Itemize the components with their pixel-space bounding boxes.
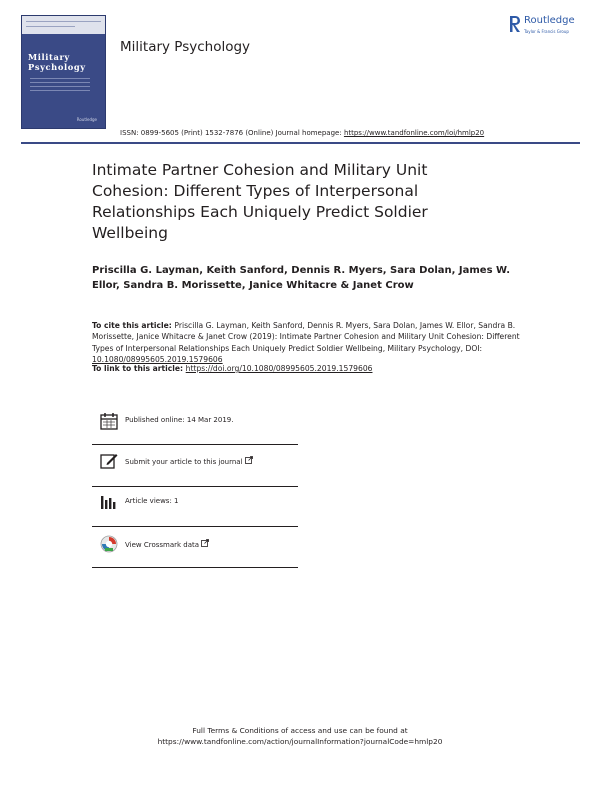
issn-text: ISSN: 0899-5605 (Print) 1532-7876 (Online) Journal homepage:	[120, 129, 344, 137]
info-divider	[92, 526, 298, 527]
citation-block	[92, 320, 522, 365]
link-label: To link to this article:	[92, 364, 186, 373]
submit-link[interactable]	[125, 456, 253, 466]
publisher-logo[interactable]	[509, 15, 589, 39]
issn-line	[120, 129, 484, 137]
journal-name[interactable]: Military Psychology	[120, 39, 251, 55]
logo-subtitle: Taylor & Francis Group	[524, 29, 569, 34]
submit-text: Submit your article to this journal	[125, 458, 243, 466]
cite-label: To cite this article:	[92, 321, 175, 330]
header-rule	[21, 142, 580, 144]
views-text: Article views: 1	[125, 497, 179, 505]
footer-line1: Full Terms & Conditions of access and use can be found at	[192, 726, 408, 735]
submit-row[interactable]	[92, 452, 298, 482]
views-row	[92, 493, 298, 523]
logo-name: Routledge	[524, 15, 575, 26]
published-text: Published online: 14 Mar 2019.	[125, 416, 234, 424]
cover-publisher: Routledge	[76, 117, 97, 122]
article-authors: Priscilla G. Layman, Keith Sanford, Dennis R. Myers, Sara Dolan, James W. Ellor, Sandra B. Morissette, Janice Whitacre & Janet Crow	[92, 265, 511, 291]
cite-doi-link[interactable]: 10.1080/08995605.2019.1579606	[92, 354, 223, 364]
crossmark-icon	[100, 535, 118, 553]
edit-icon	[100, 452, 118, 470]
info-divider	[92, 444, 298, 445]
routledge-r-icon	[509, 15, 521, 33]
footer-link[interactable]: https://www.tandfonline.com/action/journalInformation?journalCode=hmlp20	[157, 737, 443, 746]
external-link-icon	[201, 539, 209, 547]
footer	[0, 725, 600, 747]
article-title: Intimate Partner Cohesion and Military Unit Cohesion: Different Types of Interpersonal Relationships Each Uniquely Predict Soldier Wellbeing	[92, 161, 428, 242]
info-divider	[92, 486, 298, 487]
crossmark-link[interactable]	[125, 539, 209, 549]
info-divider	[92, 567, 298, 568]
article-doi-link[interactable]: https://doi.org/10.1080/08995605.2019.1579606	[185, 364, 373, 373]
journal-homepage-link[interactable]: https://www.tandfonline.com/loi/hmlp20	[343, 129, 485, 137]
journal-cover	[21, 15, 106, 129]
crossmark-row[interactable]	[92, 535, 298, 565]
cover-text-lines	[30, 78, 90, 94]
crossmark-text: View Crossmark data	[125, 541, 200, 549]
cover-title: Military Psychology	[28, 52, 86, 72]
external-link-icon	[245, 456, 253, 464]
article-link-line	[92, 364, 372, 373]
published-row	[92, 412, 298, 442]
calendar-icon	[100, 412, 118, 430]
bar-chart-icon	[100, 493, 118, 511]
cite-text: Priscilla G. Layman, Keith Sanford, Dennis R. Myers, Sara Dolan, James W. Ellor, Sandra B. Morissette, Janice Whitacre & Janet Crow (2019): Intimate Partner Cohesion and Military Unit Cohesion: Different Types of Interpersonal Relationships Each Uniquely Predict Soldier Wellbeing, Military Psychology, DOI:	[92, 321, 520, 353]
cover-stripe	[22, 16, 105, 34]
